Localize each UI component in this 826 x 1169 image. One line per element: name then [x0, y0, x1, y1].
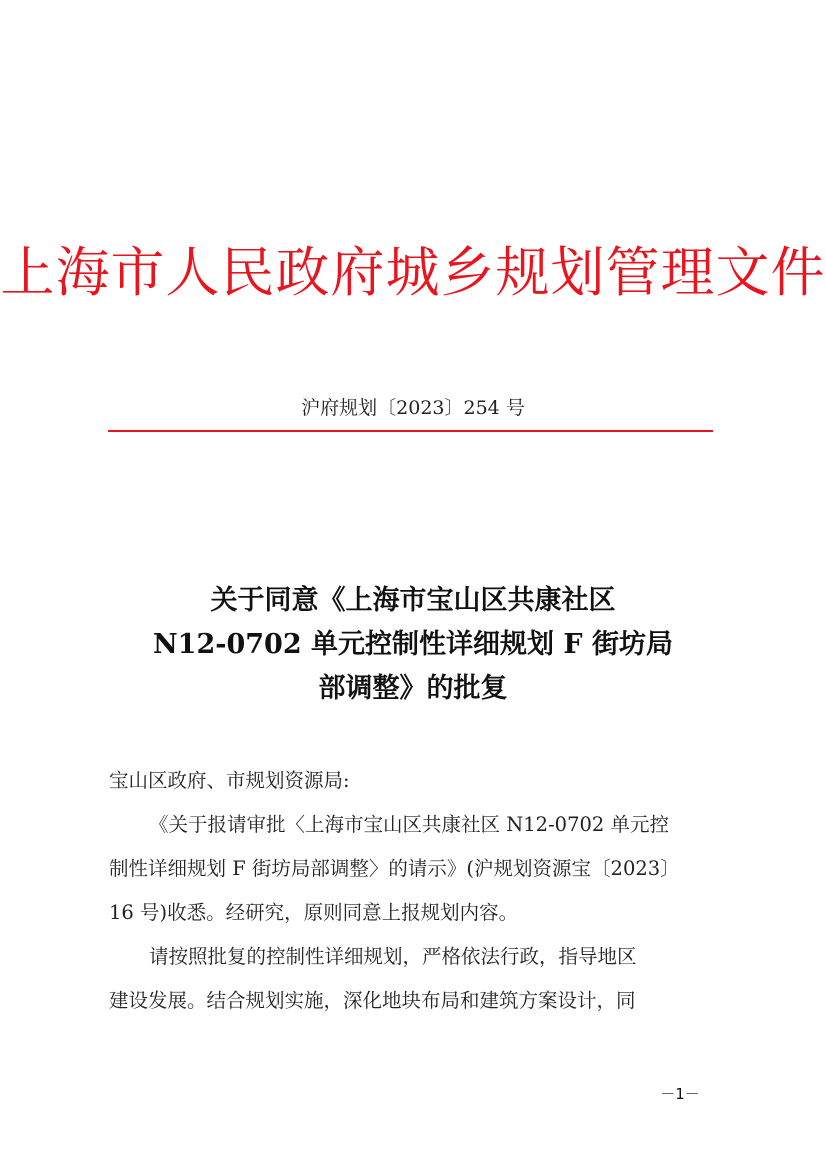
red-divider-line — [108, 430, 713, 432]
subject-line: 部调整》的批复 — [318, 673, 508, 704]
paragraph-line: 制性详细规划 F 街坊局部调整〉的请示》(沪规划资源宝〔2023〕 — [109, 857, 680, 880]
document-number: 沪府规划〔2023〕254 号 — [301, 397, 525, 419]
paragraph-line: 16 号)收悉。经研究，原则同意上报规划内容。 — [109, 901, 519, 924]
paragraph-line: 建设发展。结合规划实施，深化地块布局和建筑方案设计，同 — [109, 989, 636, 1012]
document-body — [109, 759, 719, 1023]
paragraph-line: 《关于报请审批〈上海市宝山区共康社区 N12-0702 单元控 — [149, 813, 669, 836]
addressee: 宝山区政府、市规划资源局: — [109, 769, 350, 792]
subject-line: 关于同意《上海市宝山区共康社区 — [210, 585, 616, 616]
subject-line: N12-0702 单元控制性详细规划 F 街坊局 — [153, 629, 673, 660]
document-subject — [0, 579, 826, 711]
page-number: －1－ — [660, 1085, 700, 1103]
paragraph-line: 请按照批复的控制性详细规划，严格依法行政，指导地区 — [149, 945, 637, 968]
document-header-title: 上海市人民政府城乡规划管理文件 — [0, 241, 826, 304]
